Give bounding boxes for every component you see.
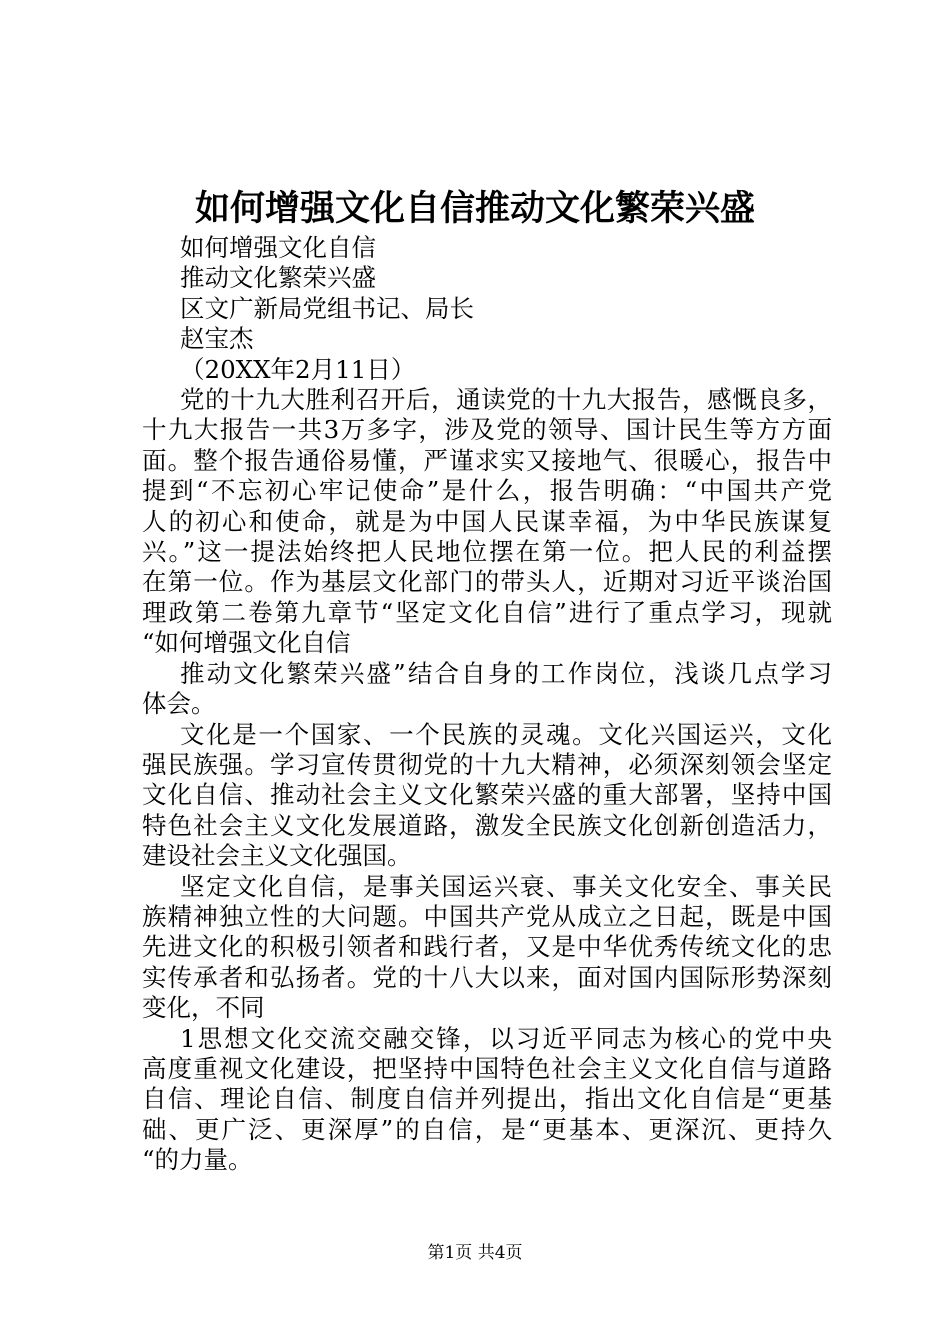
text-line: 推动文化繁荣兴盛	[180, 263, 376, 293]
text-line: 础、更广泛、更深厚”的自信，是“更基本、更深沉、更持久	[142, 1114, 832, 1144]
text-line: 族精神独立性的大问题。中国共产党从成立之日起，既是中国	[142, 901, 832, 931]
text-line: “的力量。	[142, 1145, 253, 1175]
text-line: 1思想文化交流交融交锋，以习近平同志为核心的党中央	[180, 1023, 832, 1053]
text-line: 文化是一个国家、一个民族的灵魂。文化兴国运兴，文化	[180, 719, 832, 749]
text-line: 变化，不同	[142, 993, 265, 1023]
text-line: 面。整个报告通俗易懂，严谨求实又接地气、很暖心，报告中	[142, 445, 832, 475]
text-line: 坚定文化自信，是事关国运兴衰、事关文化安全、事关民	[180, 871, 832, 901]
text-line: 文化自信、推动社会主义文化繁荣兴盛的重大部署，坚持中国	[142, 780, 832, 810]
text-line: 实传承者和弘扬者。党的十八大以来，面对国内国际形势深刻	[142, 962, 832, 992]
text-line: 推动文化繁荣兴盛”结合自身的工作岗位，浅谈几点学习	[180, 658, 832, 688]
text-line: 强民族强。学习宣传贯彻党的十九大精神，必须深刻领会坚定	[142, 749, 832, 779]
text-line: 兴。”这一提法始终把人民地位摆在第一位。把人民的利益摆	[142, 537, 832, 567]
page-footer: 第1页 共4页	[427, 1243, 523, 1263]
text-line: 如何增强文化自信	[180, 233, 376, 262]
text-line: 先进文化的积极引领者和践行者，又是中华优秀传统文化的忠	[142, 932, 832, 962]
text-line: 体会。	[142, 689, 216, 719]
text-line: “如何增强文化自信	[142, 628, 351, 658]
text-line: 理政第二卷第九章节“坚定文化自信”进行了重点学习，现就	[142, 597, 832, 627]
document-title: 如何增强文化自信推动文化繁荣兴盛	[194, 188, 755, 229]
text-line: 自信、理论自信、制度自信并列提出，指出文化自信是“更基	[142, 1084, 832, 1114]
text-line: 十九大报告一共3万多字，涉及党的领导、国计民生等方方面	[142, 415, 832, 445]
text-line: 区文广新局党组书记、局长	[180, 293, 474, 323]
text-line: 建设社会主义文化强国。	[142, 841, 412, 871]
text-line: 高度重视文化建设，把坚持中国特色社会主义文化自信与道路	[142, 1053, 832, 1083]
text-line: （20XX年2月11日）	[180, 354, 416, 384]
text-line: 人的初心和使命，就是为中国人民谋幸福，为中华民族谋复	[142, 506, 832, 536]
text-line: 在第一位。作为基层文化部门的带头人，近期对习近平谈治国	[142, 567, 832, 597]
text-line: 特色社会主义文化发展道路，激发全民族文化创新创造活力，	[142, 810, 832, 840]
text-line: 赵宝杰	[180, 324, 254, 354]
text-line: 提到“不忘初心牢记使命”是什么，报告明确：“中国共产党	[142, 476, 832, 506]
text-line: 党的十九大胜利召开后，通读党的十九大报告，感慨良多，	[180, 385, 832, 415]
document-body	[142, 233, 832, 1176]
